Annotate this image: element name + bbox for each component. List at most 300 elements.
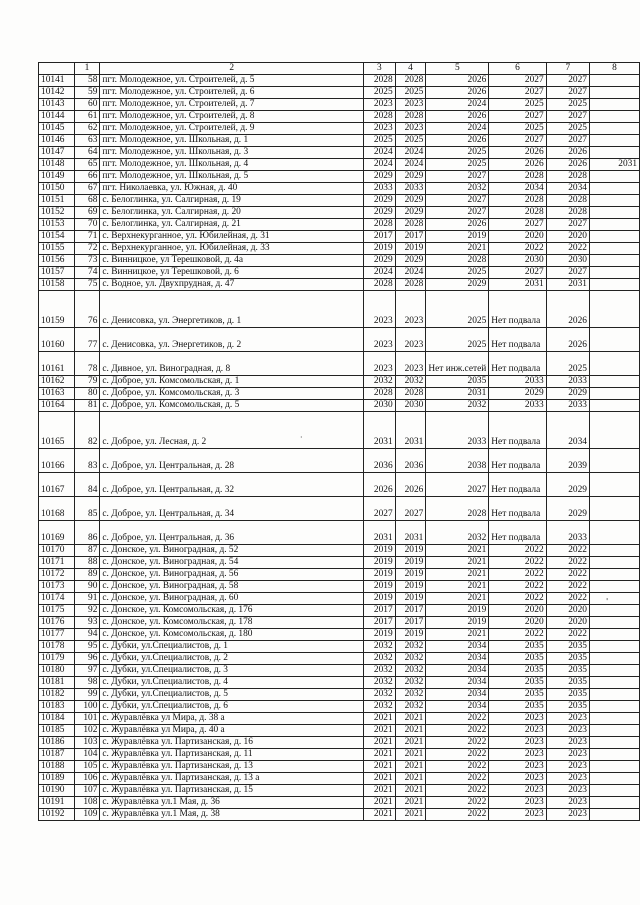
year-cell-col3: 2024 xyxy=(364,147,396,159)
row-id-cell: 10192 xyxy=(39,809,75,821)
row-number-cell: 104 xyxy=(74,749,100,761)
year-cell-col5: 2026 xyxy=(426,75,489,87)
address-cell: пгт. Молодежное, ул. Школьная, д. 4 xyxy=(100,159,364,171)
address-cell: с. Дубки, ул.Специалистов, д. 1 xyxy=(100,641,364,653)
address-cell: с. Журавлёвка ул. Партизанская, д. 13 xyxy=(100,761,364,773)
year-cell-col5: 2025 xyxy=(426,267,489,279)
table-row xyxy=(39,255,640,267)
year-cell-col4: 2019 xyxy=(395,629,426,641)
year-cell-col7: 2034 xyxy=(546,183,589,195)
year-cell-col8 xyxy=(589,291,639,328)
table-row xyxy=(39,557,640,569)
year-cell-col5: 2021 xyxy=(426,629,489,641)
year-cell-col4: 2032 xyxy=(395,677,426,689)
year-cell-col5: 2022 xyxy=(426,737,489,749)
year-cell-col5: 2026 xyxy=(426,87,489,99)
year-cell-col7: 2020 xyxy=(546,231,589,243)
year-cell-col5: 2021 xyxy=(426,569,489,581)
row-id-cell: 10176 xyxy=(39,617,75,629)
year-cell-col3: 2036 xyxy=(364,449,396,473)
year-cell-col6: 2035 xyxy=(489,641,546,653)
row-id-cell: 10172 xyxy=(39,569,75,581)
table-row xyxy=(39,725,640,737)
address-cell: с. Белоглинка, ул. Салгирная, д. 20 xyxy=(100,207,364,219)
year-cell-col6: 2023 xyxy=(489,809,546,821)
year-cell-col7: 2034 xyxy=(546,412,589,449)
year-cell-col8 xyxy=(589,605,639,617)
address-cell: с. Донское, ул. Комсомольская, д. 178 xyxy=(100,617,364,629)
address-cell: пгт. Молодежное, ул. Строителей, д. 9 xyxy=(100,123,364,135)
year-cell-col5: 2025 xyxy=(426,159,489,171)
row-number-cell: 95 xyxy=(74,641,100,653)
year-cell-col6: 2020 xyxy=(489,617,546,629)
year-cell-col3: 2032 xyxy=(364,689,396,701)
year-cell-col8: 2031 xyxy=(589,159,639,171)
table-row xyxy=(39,87,640,99)
year-cell-col4: 2021 xyxy=(395,713,426,725)
table-row xyxy=(39,749,640,761)
year-cell-col6: 2022 xyxy=(489,545,546,557)
year-cell-col3: 2023 xyxy=(364,291,396,328)
address-cell: с. Доброе, ул. Центральная, д. 32 xyxy=(100,473,364,497)
year-cell-col5: 2027 xyxy=(426,171,489,183)
table-row xyxy=(39,291,640,328)
row-id-cell: 10145 xyxy=(39,123,75,135)
year-cell-col5: 2027 xyxy=(426,207,489,219)
row-id-cell: 10164 xyxy=(39,400,75,412)
year-cell-col7: 2023 xyxy=(546,761,589,773)
address-cell: с. Донское, ул. Виноградная, д. 54 xyxy=(100,557,364,569)
year-cell-col7: 2023 xyxy=(546,785,589,797)
year-cell-col4: 2031 xyxy=(395,521,426,545)
address-cell: с. Донское, ул. Виноградная, д. 58 xyxy=(100,581,364,593)
year-cell-col8 xyxy=(589,725,639,737)
year-cell-col6: 2033 xyxy=(489,376,546,388)
year-cell-col8 xyxy=(589,497,639,521)
row-id-cell: 10186 xyxy=(39,737,75,749)
year-cell-col5: 2025 xyxy=(426,328,489,352)
year-cell-col6: 2023 xyxy=(489,773,546,785)
row-number-cell: 80 xyxy=(74,388,100,400)
year-cell-col5: 2027 xyxy=(426,473,489,497)
year-cell-col8 xyxy=(589,328,639,352)
row-id-cell: 10177 xyxy=(39,629,75,641)
year-cell-col4: 2023 xyxy=(395,99,426,111)
year-cell-col3: 2017 xyxy=(364,605,396,617)
year-cell-col6: Нет подвала xyxy=(489,521,546,545)
year-cell-col5: 2022 xyxy=(426,785,489,797)
year-cell-col6: 2035 xyxy=(489,701,546,713)
table-row xyxy=(39,701,640,713)
row-id-cell: 10191 xyxy=(39,797,75,809)
year-cell-col8 xyxy=(589,255,639,267)
year-cell-col3: 2024 xyxy=(364,267,396,279)
year-cell-col5: 2022 xyxy=(426,713,489,725)
year-cell-col6: 2029 xyxy=(489,388,546,400)
year-cell-col4: 2017 xyxy=(395,605,426,617)
year-cell-col3: 2023 xyxy=(364,328,396,352)
year-cell-col7: 2027 xyxy=(546,87,589,99)
row-number-cell: 108 xyxy=(74,797,100,809)
table-row xyxy=(39,605,640,617)
year-cell-col7: 2023 xyxy=(546,737,589,749)
row-id-cell: 10170 xyxy=(39,545,75,557)
year-cell-col7: 2039 xyxy=(546,449,589,473)
year-cell-col6: 2023 xyxy=(489,749,546,761)
row-number-cell: 102 xyxy=(74,725,100,737)
year-cell-col8 xyxy=(589,785,639,797)
year-cell-col3: 2029 xyxy=(364,195,396,207)
address-cell: с. Денисовка, ул. Энергетиков, д. 1 xyxy=(100,291,364,328)
year-cell-col4: 2019 xyxy=(395,545,426,557)
year-cell-col6: Нет подвала xyxy=(489,352,546,376)
row-id-cell: 10146 xyxy=(39,135,75,147)
year-cell-col4: 2025 xyxy=(395,135,426,147)
year-cell-col4: 2032 xyxy=(395,701,426,713)
year-cell-col7: 2022 xyxy=(546,581,589,593)
year-cell-col5: 2022 xyxy=(426,761,489,773)
year-cell-col3: 2033 xyxy=(364,183,396,195)
year-cell-col8 xyxy=(589,569,639,581)
year-cell-col7: 2033 xyxy=(546,376,589,388)
year-cell-col3: 2021 xyxy=(364,797,396,809)
year-cell-col8 xyxy=(589,449,639,473)
row-id-cell: 10162 xyxy=(39,376,75,388)
year-cell-col7: 2027 xyxy=(546,111,589,123)
row-id-cell: 10181 xyxy=(39,677,75,689)
year-cell-col3: 2032 xyxy=(364,665,396,677)
year-cell-col8 xyxy=(589,641,639,653)
year-cell-col8 xyxy=(589,665,639,677)
year-cell-col8 xyxy=(589,521,639,545)
year-cell-col7: 2020 xyxy=(546,617,589,629)
year-cell-col6: 2028 xyxy=(489,207,546,219)
row-number-cell: 75 xyxy=(74,279,100,291)
year-cell-col4: 2032 xyxy=(395,665,426,677)
address-cell: пгт. Молодежное, ул. Школьная, д. 5 xyxy=(100,171,364,183)
year-cell-col6: 2028 xyxy=(489,171,546,183)
year-cell-col5: 2022 xyxy=(426,797,489,809)
year-cell-col7: 2023 xyxy=(546,809,589,821)
address-cell: с. Журавлёвка ул. Партизанская, д. 15 xyxy=(100,785,364,797)
year-cell-col4: 2025 xyxy=(395,87,426,99)
year-cell-col7: 2035 xyxy=(546,701,589,713)
year-cell-col3: 2026 xyxy=(364,473,396,497)
address-cell: с. Журавлёвка ул.1 Мая, д. 38 xyxy=(100,809,364,821)
year-cell-col4: 2024 xyxy=(395,147,426,159)
year-cell-col5: 2034 xyxy=(426,641,489,653)
address-cell: пгт. Молодежное, ул. Строителей, д. 8 xyxy=(100,111,364,123)
year-cell-col4: 2021 xyxy=(395,725,426,737)
row-id-cell: 10173 xyxy=(39,581,75,593)
row-id-cell: 10165 xyxy=(39,412,75,449)
year-cell-col3: 2027 xyxy=(364,497,396,521)
year-cell-col3: 2032 xyxy=(364,701,396,713)
year-cell-col4: 2019 xyxy=(395,581,426,593)
year-cell-col3: 2023 xyxy=(364,99,396,111)
row-id-cell: 10185 xyxy=(39,725,75,737)
row-id-cell: 10160 xyxy=(39,328,75,352)
year-cell-col6: 2022 xyxy=(489,557,546,569)
table-row xyxy=(39,521,640,545)
year-cell-col8 xyxy=(589,400,639,412)
row-id-cell: 10189 xyxy=(39,773,75,785)
year-cell-col6: 2035 xyxy=(489,653,546,665)
year-cell-col8 xyxy=(589,231,639,243)
row-number-cell: 79 xyxy=(74,376,100,388)
address-cell: с. Белоглинка, ул. Салгирная, д. 19 xyxy=(100,195,364,207)
table-row xyxy=(39,135,640,147)
address-cell: с. Донское, ул. Комсомольская, д. 180 xyxy=(100,629,364,641)
year-cell-col5: 2021 xyxy=(426,545,489,557)
row-number-cell: 81 xyxy=(74,400,100,412)
row-number-cell: 70 xyxy=(74,219,100,231)
year-cell-col6: 2027 xyxy=(489,135,546,147)
year-cell-col7: 2035 xyxy=(546,689,589,701)
row-number-cell: 109 xyxy=(74,809,100,821)
row-id-cell: 10158 xyxy=(39,279,75,291)
year-cell-col7: 2026 xyxy=(546,159,589,171)
year-cell-col4: 2021 xyxy=(395,761,426,773)
year-cell-col8 xyxy=(589,653,639,665)
year-cell-col7: 2023 xyxy=(546,797,589,809)
year-cell-col5: 2022 xyxy=(426,725,489,737)
address-cell: пгт. Молодежное, ул. Школьная, д. 3 xyxy=(100,147,364,159)
year-cell-col3: 2029 xyxy=(364,171,396,183)
table-row xyxy=(39,352,640,376)
year-cell-col6: 2035 xyxy=(489,677,546,689)
table-row xyxy=(39,593,640,605)
year-cell-col3: 2028 xyxy=(364,279,396,291)
year-cell-col3: 2019 xyxy=(364,557,396,569)
year-cell-col7: 2026 xyxy=(546,328,589,352)
year-cell-col3: 2023 xyxy=(364,123,396,135)
year-cell-col8 xyxy=(589,376,639,388)
year-cell-col3: 2019 xyxy=(364,545,396,557)
year-cell-col4: 2027 xyxy=(395,497,426,521)
row-number-cell: 71 xyxy=(74,231,100,243)
year-cell-col4: 2031 xyxy=(395,412,426,449)
year-cell-col8 xyxy=(589,545,639,557)
year-cell-col8 xyxy=(589,388,639,400)
scan-speck: · xyxy=(300,433,303,442)
row-number-cell: 62 xyxy=(74,123,100,135)
row-number-cell: 92 xyxy=(74,605,100,617)
table-row xyxy=(39,243,640,255)
year-cell-col6: 2023 xyxy=(489,725,546,737)
year-cell-col3: 2025 xyxy=(364,87,396,99)
row-id-cell: 10151 xyxy=(39,195,75,207)
address-cell: с. Донское, ул. Виноградная, д. 52 xyxy=(100,545,364,557)
year-cell-col3: 2032 xyxy=(364,376,396,388)
year-cell-col3: 2021 xyxy=(364,761,396,773)
year-cell-col4: 2023 xyxy=(395,123,426,135)
year-cell-col7: 2027 xyxy=(546,219,589,231)
year-cell-col7: 2026 xyxy=(546,291,589,328)
year-cell-col5: 2026 xyxy=(426,111,489,123)
year-cell-col8 xyxy=(589,279,639,291)
row-id-cell: 10188 xyxy=(39,761,75,773)
year-cell-col7: 2035 xyxy=(546,641,589,653)
row-id-cell: 10157 xyxy=(39,267,75,279)
year-cell-col5: 2034 xyxy=(426,677,489,689)
year-cell-col8 xyxy=(589,773,639,785)
header-cell-5: 5 xyxy=(426,63,489,75)
year-cell-col6: Нет подвала xyxy=(489,328,546,352)
year-cell-col3: 2017 xyxy=(364,617,396,629)
year-cell-col4: 2029 xyxy=(395,255,426,267)
year-cell-col7: 2022 xyxy=(546,629,589,641)
table-row xyxy=(39,219,640,231)
row-number-cell: 78 xyxy=(74,352,100,376)
address-cell: с. Журавлёвка ул Мира, д. 40 а xyxy=(100,725,364,737)
year-cell-col7: 2022 xyxy=(546,569,589,581)
year-cell-col5: 2029 xyxy=(426,279,489,291)
address-cell: с. Журавлёвка ул Мира, д. 38 а xyxy=(100,713,364,725)
year-cell-col7: 2030 xyxy=(546,255,589,267)
table-body xyxy=(39,63,640,821)
address-cell: с. Доброе, ул. Лесная, д. 2 xyxy=(100,412,364,449)
table-row xyxy=(39,797,640,809)
row-id-cell: 10167 xyxy=(39,473,75,497)
year-cell-col4: 2021 xyxy=(395,785,426,797)
row-number-cell: 73 xyxy=(74,255,100,267)
year-cell-col3: 2021 xyxy=(364,773,396,785)
row-number-cell: 84 xyxy=(74,473,100,497)
year-cell-col5: 2022 xyxy=(426,773,489,785)
year-cell-col6: 2028 xyxy=(489,195,546,207)
year-cell-col4: 2029 xyxy=(395,207,426,219)
year-cell-col4: 2023 xyxy=(395,291,426,328)
table-row xyxy=(39,99,640,111)
row-number-cell: 74 xyxy=(74,267,100,279)
address-cell: с. Донское, ул. Виноградная, д. 60 xyxy=(100,593,364,605)
row-number-cell: 65 xyxy=(74,159,100,171)
year-cell-col7: 2023 xyxy=(546,773,589,785)
address-cell: с. Верхнекурганное, ул. Юбилейная, д. 33 xyxy=(100,243,364,255)
header-cell-7: 7 xyxy=(546,63,589,75)
header-cell-2: 2 xyxy=(100,63,364,75)
year-cell-col5: 2031 xyxy=(426,388,489,400)
row-number-cell: 87 xyxy=(74,545,100,557)
year-cell-col6: 2022 xyxy=(489,581,546,593)
table-row xyxy=(39,677,640,689)
year-cell-col6: Нет подвала xyxy=(489,473,546,497)
year-cell-col7: 2035 xyxy=(546,677,589,689)
year-cell-col8 xyxy=(589,593,639,605)
row-id-cell: 10156 xyxy=(39,255,75,267)
year-cell-col3: 2019 xyxy=(364,629,396,641)
row-number-cell: 89 xyxy=(74,569,100,581)
address-cell: с. Дубки, ул.Специалистов, д. 2 xyxy=(100,653,364,665)
address-cell: с. Водное, ул. Двухпрудная, д. 47 xyxy=(100,279,364,291)
year-cell-col4: 2019 xyxy=(395,593,426,605)
year-cell-col5: 2038 xyxy=(426,449,489,473)
year-cell-col5: 2034 xyxy=(426,689,489,701)
row-id-cell: 10168 xyxy=(39,497,75,521)
row-id-cell: 10184 xyxy=(39,713,75,725)
row-id-cell: 10155 xyxy=(39,243,75,255)
table-row xyxy=(39,737,640,749)
table-row xyxy=(39,111,640,123)
year-cell-col5: 2022 xyxy=(426,749,489,761)
year-cell-col8 xyxy=(589,87,639,99)
year-cell-col4: 2019 xyxy=(395,569,426,581)
year-cell-col3: 2021 xyxy=(364,809,396,821)
year-cell-col4: 2029 xyxy=(395,195,426,207)
table-row xyxy=(39,267,640,279)
row-id-cell: 10180 xyxy=(39,665,75,677)
address-cell: с. Дубки, ул.Специалистов, д. 3 xyxy=(100,665,364,677)
year-cell-col3: 2031 xyxy=(364,521,396,545)
year-cell-col8 xyxy=(589,737,639,749)
address-cell: с. Винницкое, ул Терешковой, д. 4а xyxy=(100,255,364,267)
year-cell-col5: 2034 xyxy=(426,665,489,677)
year-cell-col3: 2017 xyxy=(364,231,396,243)
year-cell-col4: 2028 xyxy=(395,219,426,231)
header-cell-4: 4 xyxy=(395,63,426,75)
table-row xyxy=(39,159,640,171)
year-cell-col3: 2028 xyxy=(364,388,396,400)
table-row xyxy=(39,545,640,557)
year-cell-col6: 2023 xyxy=(489,713,546,725)
table-row xyxy=(39,183,640,195)
year-cell-col8 xyxy=(589,75,639,87)
year-cell-col6: 2026 xyxy=(489,147,546,159)
year-cell-col4: 2030 xyxy=(395,400,426,412)
year-cell-col6: Нет подвала xyxy=(489,497,546,521)
year-cell-col7: 2022 xyxy=(546,545,589,557)
row-id-cell: 10159 xyxy=(39,291,75,328)
table-row xyxy=(39,629,640,641)
table-row xyxy=(39,665,640,677)
year-cell-col4: 2028 xyxy=(395,279,426,291)
year-cell-col7: 2022 xyxy=(546,593,589,605)
year-cell-col6: 2034 xyxy=(489,183,546,195)
year-cell-col6: 2035 xyxy=(489,665,546,677)
row-id-cell: 10153 xyxy=(39,219,75,231)
year-cell-col3: 2019 xyxy=(364,569,396,581)
table-row xyxy=(39,449,640,473)
year-cell-col4: 2019 xyxy=(395,243,426,255)
year-cell-col7: 2029 xyxy=(546,388,589,400)
year-cell-col4: 2028 xyxy=(395,75,426,87)
year-cell-col4: 2032 xyxy=(395,653,426,665)
table-row xyxy=(39,809,640,821)
year-cell-col4: 2021 xyxy=(395,809,426,821)
header-cell-3: 3 xyxy=(364,63,396,75)
row-number-cell: 106 xyxy=(74,773,100,785)
year-cell-col5: 2026 xyxy=(426,135,489,147)
year-cell-col8 xyxy=(589,581,639,593)
year-cell-col5: 2027 xyxy=(426,195,489,207)
year-cell-col8 xyxy=(589,267,639,279)
year-cell-col3: 2019 xyxy=(364,581,396,593)
year-cell-col8 xyxy=(589,617,639,629)
year-cell-col5: 2021 xyxy=(426,243,489,255)
table-row xyxy=(39,473,640,497)
year-cell-col6: 2020 xyxy=(489,605,546,617)
header-cell-1: 1 xyxy=(74,63,100,75)
table-row xyxy=(39,581,640,593)
year-cell-col3: 2019 xyxy=(364,593,396,605)
year-cell-col3: 2032 xyxy=(364,653,396,665)
row-id-cell: 10169 xyxy=(39,521,75,545)
housing-repair-schedule-table xyxy=(38,62,640,821)
row-number-cell: 90 xyxy=(74,581,100,593)
year-cell-col5: 2032 xyxy=(426,521,489,545)
row-number-cell: 99 xyxy=(74,689,100,701)
